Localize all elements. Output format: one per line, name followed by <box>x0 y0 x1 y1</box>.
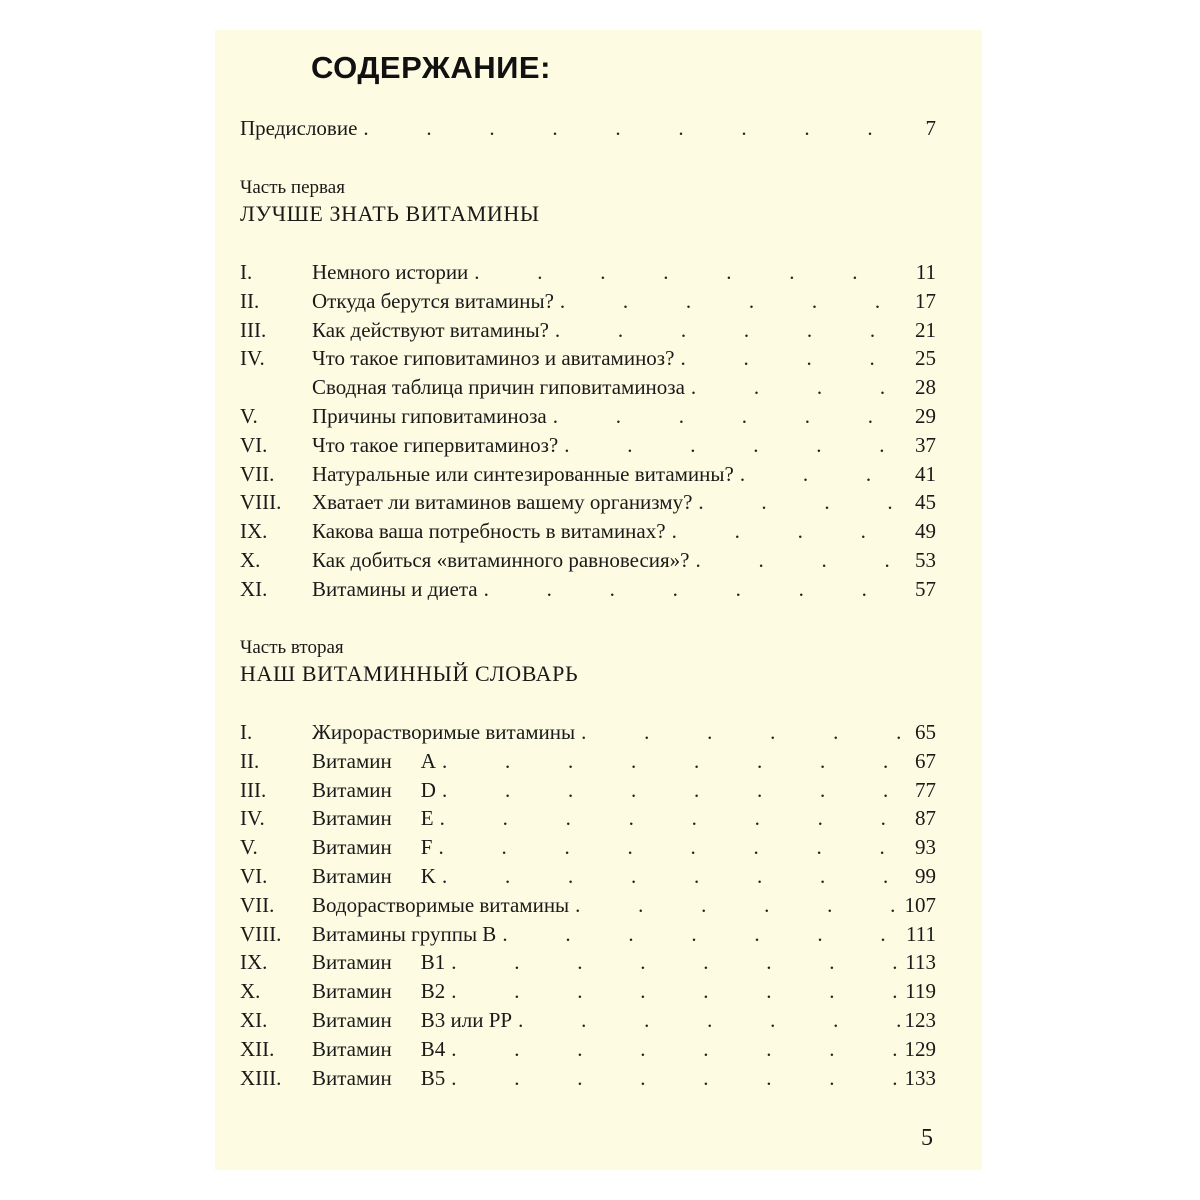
entry-title-text: Витамин <box>312 748 392 773</box>
vitamin-letter: A <box>420 748 436 773</box>
vitamin-letter: B4 <box>420 1036 446 1061</box>
entry-number: V. <box>240 404 258 428</box>
entry-title-text: Витамин <box>312 777 392 802</box>
entry-title-text: Что такое гиповитаминоз и авитаминоз? <box>312 346 675 371</box>
book-page <box>215 30 982 1170</box>
leader-dots <box>484 575 911 604</box>
entry-page: 123 <box>904 1008 936 1032</box>
leader-dots <box>474 258 911 287</box>
entry-title: Предисловие <box>240 116 358 140</box>
entry-title-text: Немного истории <box>312 260 469 284</box>
entry-page: 133 <box>904 1065 936 1090</box>
entry-number: XI. <box>240 576 268 601</box>
entry-page: 21 <box>915 317 936 342</box>
toc-entry <box>240 920 936 949</box>
entry-title-text: Какова ваша потребность в витаминах? <box>312 519 666 544</box>
entry-title-text: Водорастворимые витамины <box>312 892 570 917</box>
toc-entry <box>240 287 936 316</box>
entry-title <box>312 804 434 833</box>
entry-number: I. <box>240 720 253 744</box>
toc-entry <box>240 517 936 546</box>
toc-entry <box>240 488 936 517</box>
entry-title-text: Что такое гипервитаминоз? <box>312 432 559 457</box>
entry-number: VIII. <box>240 490 282 515</box>
entry-title-text: Сводная таблица причин гиповитаминоза <box>312 375 685 400</box>
leader-dots <box>555 316 911 345</box>
entry-number: XII. <box>240 1036 275 1061</box>
vitamin-letter: B3 или PP <box>420 1008 513 1032</box>
entry-page: 99 <box>915 864 936 888</box>
leader-dots <box>691 373 911 402</box>
entry-title-text: Причины гиповитаминоза <box>312 404 547 428</box>
part-2-title: НАШ ВИТАМИННЫЙ СЛОВАРЬ <box>240 661 579 686</box>
vitamin-letter: B1 <box>420 950 446 975</box>
toc-entry <box>240 891 936 920</box>
entry-title-text: Витамин <box>312 950 392 975</box>
entry-page: 49 <box>915 519 936 544</box>
leader-dots <box>698 488 911 517</box>
leader-dots <box>451 1035 900 1064</box>
vitamin-letter: D <box>420 777 436 802</box>
entry-title-text: Натуральные или синтезированные витамины? <box>312 461 734 486</box>
entry-number: VIII. <box>240 921 282 946</box>
leader-dots <box>438 833 911 862</box>
entry-title <box>312 776 436 805</box>
entry-number: I. <box>240 260 253 284</box>
entry-page: 28 <box>915 375 936 400</box>
entry-page: 113 <box>905 950 936 975</box>
entry-page: 37 <box>915 432 936 457</box>
entry-title <box>312 431 558 460</box>
entry-number: IV. <box>240 806 265 831</box>
entry-title <box>312 402 547 431</box>
vitamin-letter: B5 <box>420 1065 446 1090</box>
toc-entry <box>240 402 936 431</box>
toc-entry <box>240 804 936 833</box>
leader-dots <box>518 1006 900 1035</box>
entry-page: 41 <box>915 461 936 486</box>
entry-title-text: Витамин <box>312 1036 392 1061</box>
entry-title-text: Витамины группы В <box>312 921 497 946</box>
entry-title <box>312 920 496 949</box>
entry-title <box>312 287 554 316</box>
toc-entry <box>240 862 936 891</box>
leader-dots <box>442 862 911 891</box>
entry-title-text: Жирорастворимые витамины <box>312 720 576 744</box>
entry-title <box>312 460 734 489</box>
leader-dots <box>560 287 911 316</box>
entry-title <box>312 718 575 747</box>
entry-page: 119 <box>905 979 936 1004</box>
toc-entry-preface <box>240 114 936 143</box>
entry-page: 65 <box>915 720 936 744</box>
vitamin-letter: B2 <box>420 979 446 1004</box>
entry-number: III. <box>240 317 267 342</box>
leader-dots <box>451 1064 900 1093</box>
part-1-label: Часть первая <box>240 177 345 198</box>
entry-title <box>312 344 674 373</box>
entry-number: II. <box>240 288 260 313</box>
vitamin-letter: K <box>420 864 436 888</box>
entry-title <box>312 316 549 345</box>
entry-title <box>312 1006 512 1035</box>
contents-heading: СОДЕРЖАНИЕ: <box>311 50 551 85</box>
toc-entry <box>240 833 936 862</box>
part-2-label: Часть вторая <box>240 637 344 658</box>
entry-page: 67 <box>915 748 936 773</box>
toc-entry <box>240 977 936 1006</box>
toc-entry <box>240 718 936 747</box>
leader-dots <box>564 431 911 460</box>
toc-entry <box>240 948 936 977</box>
entry-title-text: Как добиться «витаминного равновесия»? <box>312 548 690 572</box>
vitamin-letter: E <box>420 806 434 831</box>
entry-title <box>312 1064 445 1093</box>
entry-title <box>312 546 690 575</box>
entry-page: 25 <box>915 346 936 371</box>
entry-page: 45 <box>915 490 936 515</box>
entry-number: VII. <box>240 892 275 917</box>
entry-title <box>312 517 666 546</box>
entry-number: VI. <box>240 432 268 457</box>
entry-page: 53 <box>915 548 936 572</box>
leader-dots <box>740 460 911 489</box>
entry-number: XIII. <box>240 1065 282 1090</box>
entry-number: V. <box>240 835 258 860</box>
entry-title <box>312 891 569 920</box>
leader-dots <box>363 114 921 143</box>
entry-page: 87 <box>915 806 936 831</box>
entry-number: VI. <box>240 864 268 888</box>
entry-number: IX. <box>240 950 268 975</box>
entry-page: 129 <box>904 1036 936 1061</box>
leader-dots <box>696 546 912 575</box>
entry-page: 111 <box>906 921 936 946</box>
vitamin-letter: F <box>420 835 433 860</box>
entry-title-text: Витамин <box>312 835 392 860</box>
entry-title <box>312 862 436 891</box>
entry-number: VII. <box>240 461 275 486</box>
entry-title-text: Витамин <box>312 979 392 1004</box>
entry-number: IX. <box>240 519 268 544</box>
page-number: 5 <box>921 1125 933 1151</box>
entry-page: 93 <box>915 835 936 860</box>
entry-number: II. <box>240 748 260 773</box>
entry-title <box>312 258 468 287</box>
entry-number: IV. <box>240 346 265 371</box>
toc-entry <box>240 1035 936 1064</box>
leader-dots <box>672 517 911 546</box>
entry-title-text: Хватает ли витаминов вашему организму? <box>312 490 693 515</box>
entry-title <box>312 977 445 1006</box>
entry-number: III. <box>240 777 267 802</box>
entry-title <box>312 833 432 862</box>
entry-number: XI. <box>240 1008 268 1032</box>
toc-entry <box>240 1064 936 1093</box>
leader-dots <box>553 402 911 431</box>
toc-entry <box>240 747 936 776</box>
toc-entry <box>240 316 936 345</box>
entry-title <box>312 575 478 604</box>
toc-entry <box>240 575 936 604</box>
leader-dots <box>440 804 911 833</box>
leader-dots <box>442 747 911 776</box>
leader-dots <box>502 920 902 949</box>
toc-entry <box>240 776 936 805</box>
toc-entry <box>240 460 936 489</box>
part-1-title: ЛУЧШЕ ЗНАТЬ ВИТАМИНЫ <box>240 201 540 226</box>
entry-page: 11 <box>915 260 936 284</box>
entry-page: 17 <box>915 288 936 313</box>
leader-dots <box>451 977 901 1006</box>
leader-dots <box>575 891 900 920</box>
toc-entry <box>240 373 936 402</box>
entry-title-text: Откуда берутся витамины? <box>312 288 554 313</box>
toc-entry <box>240 344 936 373</box>
entry-number: X. <box>240 979 261 1004</box>
entry-page: 107 <box>904 892 936 917</box>
entry-title <box>312 373 685 402</box>
toc-entry <box>240 431 936 460</box>
entry-title <box>312 1035 445 1064</box>
entry-title-text: Как действуют витамины? <box>312 317 549 342</box>
entry-page: 29 <box>915 404 936 428</box>
entry-page: 77 <box>915 777 936 802</box>
leader-dots <box>581 718 911 747</box>
entry-title-text: Витамин <box>312 1008 392 1032</box>
entry-number: X. <box>240 548 261 572</box>
leader-dots <box>451 948 901 977</box>
toc-entry <box>240 546 936 575</box>
toc-entry <box>240 258 936 287</box>
entry-title <box>312 747 436 776</box>
entry-title-text: Витамины и диета <box>312 576 478 601</box>
entry-title <box>312 488 692 517</box>
leader-dots <box>442 776 911 805</box>
toc-entry <box>240 1006 936 1035</box>
entry-title-text: Витамин <box>312 806 392 831</box>
entry-title-text: Витамин <box>312 864 392 888</box>
leader-dots <box>680 344 911 373</box>
entry-title <box>312 948 445 977</box>
entry-page: 57 <box>915 576 936 601</box>
entry-page: 7 <box>925 116 936 140</box>
entry-title-text: Витамин <box>312 1065 392 1090</box>
